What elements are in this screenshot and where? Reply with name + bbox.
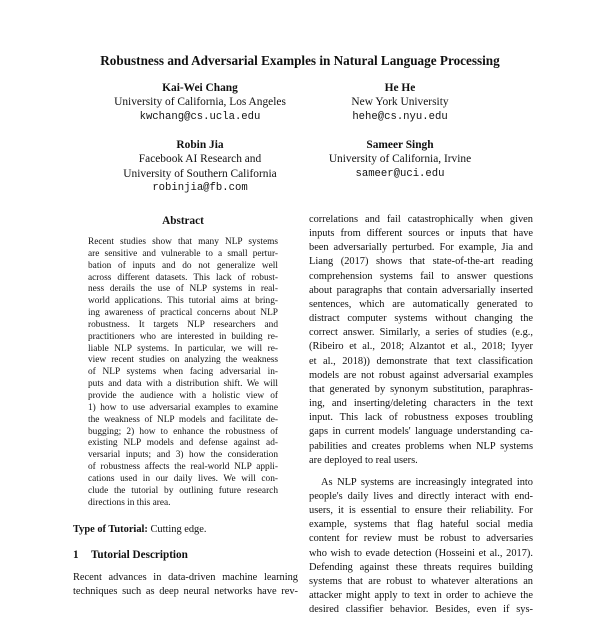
tutorial-type-label: Type of Tutorial:: [73, 524, 148, 535]
text-line: ing awareness of practical concerns about NLP: [88, 308, 278, 319]
text-line: directions in this area.: [88, 497, 171, 508]
text-line: of NLP systems when facing adversarial in-: [88, 367, 278, 378]
text-line: bugging; 2) how to enhance the robustness of: [88, 426, 278, 437]
text-line: desired classifier behavior. Besides, even if sys-: [309, 604, 533, 616]
text-line: are deployed to real users.: [309, 454, 418, 466]
text-line: Recent studies show that many NLP systems: [88, 237, 278, 247]
text-line: et al., 2018)) demonstrate that text classification: [309, 355, 533, 367]
author-email: kwchang@cs.ucla.edu: [139, 110, 261, 123]
author-email: hehe@cs.nyu.edu: [352, 110, 448, 123]
text-line: clude the tutorial by outlining future research: [88, 485, 278, 496]
tutorial-type-value: Cutting edge.: [150, 524, 207, 535]
text-line: gaps in current models' language understanding ca-: [309, 426, 533, 438]
text-line: 1) how to use adversarial examples to examine: [88, 402, 278, 413]
author-affiliation: University of California, Irvine: [328, 153, 472, 166]
text-line: who wish to evade detection (Hosseini et al., 2017).: [309, 547, 533, 559]
text-line: systems that are robust to whatever alterations an: [309, 575, 533, 587]
text-line: bation of inputs and do not generalize well: [88, 260, 278, 271]
author-affiliation: Facebook AI Research and: [138, 153, 262, 166]
text-line: practitioners who are interested in building re-: [88, 331, 278, 342]
text-line: content for review must be robust to adversaries: [309, 533, 533, 545]
author-block: [100, 138, 300, 195]
text-line: inputs from different sources or inputs that have: [309, 228, 533, 240]
text-line: existing NLP models and defense against ad-: [88, 438, 278, 449]
abstract-heading: Abstract: [162, 215, 204, 227]
text-line: people's daily lives and directly interact with end-: [309, 490, 533, 502]
text-line: correct answer. Similarly, a series of studies (e.g.,: [309, 327, 533, 339]
text-line: Liang (2017) shows that state-of-the-art reading: [309, 256, 533, 268]
author-email: robinjia@fb.com: [152, 181, 248, 194]
text-line: correlations and fail catastrophically when given: [309, 214, 533, 225]
author-block: [100, 81, 300, 124]
text-line: cations used in our daily lives. We will con-: [88, 473, 278, 484]
left-column-body: [73, 571, 298, 599]
text-line: models are not robust against adversarial examples: [309, 369, 533, 381]
text-line: Recent advances in data-driven machine learning: [73, 572, 298, 583]
text-line: view recent studies on analyzing the weakness: [88, 355, 278, 366]
text-line: ing, and inserting/deleting characters in the text: [309, 398, 533, 410]
right-column-body: [309, 213, 533, 617]
tutorial-type: [73, 524, 206, 535]
text-line: liable NLP systems. In particular, we will re-: [88, 343, 278, 354]
section-heading: [73, 549, 188, 561]
text-line: techniques such as deep neural networks have rev-: [73, 586, 298, 597]
text-line: about paragraphs that contain adversarially inserted: [309, 284, 533, 296]
section-title: Tutorial Description: [91, 549, 188, 561]
abstract-body: [88, 237, 278, 509]
text-line: Defending against these threats requires building: [309, 561, 533, 573]
text-line: comprehension systems fail to answer questions: [309, 270, 533, 282]
author-name: Kai-Wei Chang: [162, 82, 238, 94]
author-affiliation: University of Southern California: [123, 167, 277, 180]
text-line: distract computer systems without changing the: [309, 313, 533, 325]
text-line: pabilities and creates problems when NLP systems: [309, 440, 533, 452]
text-line: versarial inputs; and 3) how the consideration: [88, 450, 278, 461]
text-line: puts and data with a distribution shift. We will: [88, 379, 278, 390]
author-block: [300, 81, 500, 124]
author-name: He He: [384, 82, 416, 94]
text-line: that generated by synonym substitution, paraphras-: [309, 383, 533, 395]
author-block: [300, 138, 500, 181]
text-line: attacker might apply to text in order to achieve the: [309, 590, 533, 602]
body-paragraph: [309, 213, 533, 468]
text-line: of robustness affects the real-world NLP appli-: [88, 462, 278, 473]
text-line: the weakness of NLP models and facilitate de-: [88, 414, 278, 425]
text-line: across different datasets. This lack of robust-: [88, 272, 278, 283]
section-number: 1: [73, 549, 79, 561]
body-paragraph: [309, 476, 533, 617]
text-line: ness derails the use of NLP systems in real-: [88, 284, 278, 295]
text-line: example, systems that flag hateful social media: [309, 519, 533, 531]
author-email: sameer@uci.edu: [355, 167, 445, 180]
text-line: world applications. This tutorial aims at bring-: [88, 296, 278, 307]
author-name: Robin Jia: [176, 139, 224, 151]
text-line: provide the audience with a holistic view of: [88, 390, 278, 401]
text-line: input. This lack of robustness exposes troubling: [309, 412, 533, 424]
text-line: sentences, which are automatically generated to: [309, 298, 533, 310]
text-line: users, it is essential to ensure their reliability. For: [309, 505, 533, 517]
text-line: are sensitive and vulnerable to a small pertur-: [88, 248, 278, 259]
author-affiliation: University of California, Los Angeles: [114, 96, 286, 109]
text-line: As NLP systems are increasingly integrated into: [321, 476, 533, 488]
text-line: (Ribeiro et al., 2018; Alzantot et al., 2018; Iyyer: [309, 341, 533, 353]
paper-title: Robustness and Adversarial Examples in Natural Language Processing: [100, 53, 500, 68]
author-name: Sameer Singh: [366, 139, 434, 151]
text-line: been adversarially perturbed. For example, Jia and: [309, 242, 533, 254]
text-line: robustness. It targets NLP researchers and: [88, 319, 278, 330]
author-affiliation: New York University: [351, 96, 449, 109]
